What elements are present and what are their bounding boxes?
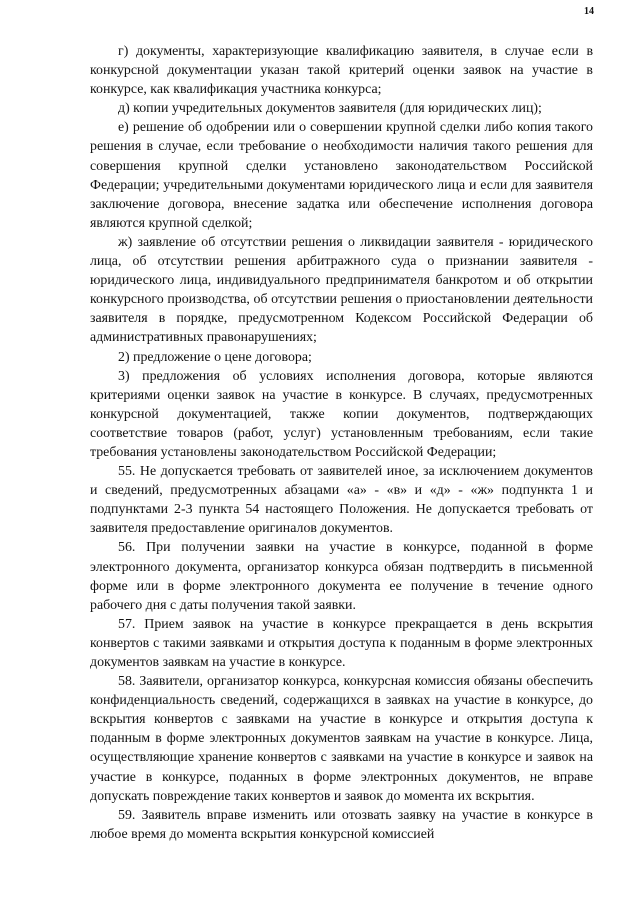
paragraph-clause-57: 57. Прием заявок на участие в конкурсе прекращается в день вскрытия конвертов с такими заявками и открытия доступа к поданным в форме электронных документов заявкам на участие в конкурсе. — [90, 616, 593, 670]
page-number: 14 — [584, 6, 594, 17]
paragraph-clause-56: 56. При получении заявки на участие в конкурсе, поданной в форме электронного документа, организатор конкурса обязан подтвердить в письменной форме или в форме электронного документа ее получение в течение одного рабочего дня с даты получения такой заявки. — [90, 540, 593, 613]
paragraph-subitem-2: 2) предложение о цене договора; — [118, 349, 312, 365]
paragraph-clause-59: 59. Заявитель вправе изменить или отозвать заявку на участие в конкурсе в любое время до момента вскрытия конкурсной комиссией — [90, 807, 593, 842]
paragraph-item-g: г) документы, характеризующие квалификацию заявителя, в случае если в конкурсной документации указан такой критерий оценки заявок на участие в конкурсе, как квалификация участника конкурса; — [90, 44, 593, 98]
document-body — [90, 42, 593, 844]
paragraph-item-zh: ж) заявление об отсутствии решения о ликвидации заявителя - юридического лица, об отсутствии решения арбитражного суда о признании заявителя - юридического лица, индивидуального предпринимателя банкротом и об открытии конкурсного производства, об отсутствии решения о приостановлении деятельности заявителя в порядке, предусмотренном Кодексом Российской Федерации об административных правонарушениях; — [90, 234, 593, 346]
paragraph-clause-55: 55. Не допускается требовать от заявителей иное, за исключением документов и сведений, предусмотренных абзацами «а» - «в» и «д» - «ж» подпункта 1 и подпунктами 2-3 пункта 54 настоящего Положения. Не допускается требовать от заявителя предоставление оригиналов документов. — [90, 464, 593, 537]
paragraph-clause-58: 58. Заявители, организатор конкурса, конкурсная комиссия обязаны обеспечить конфиденциальность сведений, содержащихся в заявках на участие в конкурсе, до вскрытия конвертов с заявками на участие в конкурсе и открытия доступа к поданным в форме электронных документов заявкам на участие в конкурсе. Лица, осуществляющие хранение конвертов с заявками на участие в конкурсе и заявок на участие в конкурсе, поданных в форме электронных документов, не вправе допускать повреждение таких конвертов и заявок до момента их вскрытия. — [90, 674, 593, 804]
paragraph-subitem-3: 3) предложения об условиях исполнения договора, которые являются критериями оценки заявок на участие в конкурсе. В случаях, предусмотренных конкурсной документацией, также копии документов, подтверждающих соответствие товаров (работ, услуг) установленным требованиям, если такие требования установлены законодательством Российской Федерации; — [90, 368, 593, 460]
paragraph-item-e: е) решение об одобрении или о совершении крупной сделки либо копия такого решения в случае, если требование о необходимости наличия такого решения для совершения крупной сделки установлено законодательством Российской Федерации; учредительными документами юридического лица и если для заявителя заключение договора, внесение задатка или обеспечение исполнения договора являются крупной сделкой; — [90, 120, 593, 231]
paragraph-item-d: д) копии учредительных документов заявителя (для юридических лиц); — [118, 101, 542, 117]
